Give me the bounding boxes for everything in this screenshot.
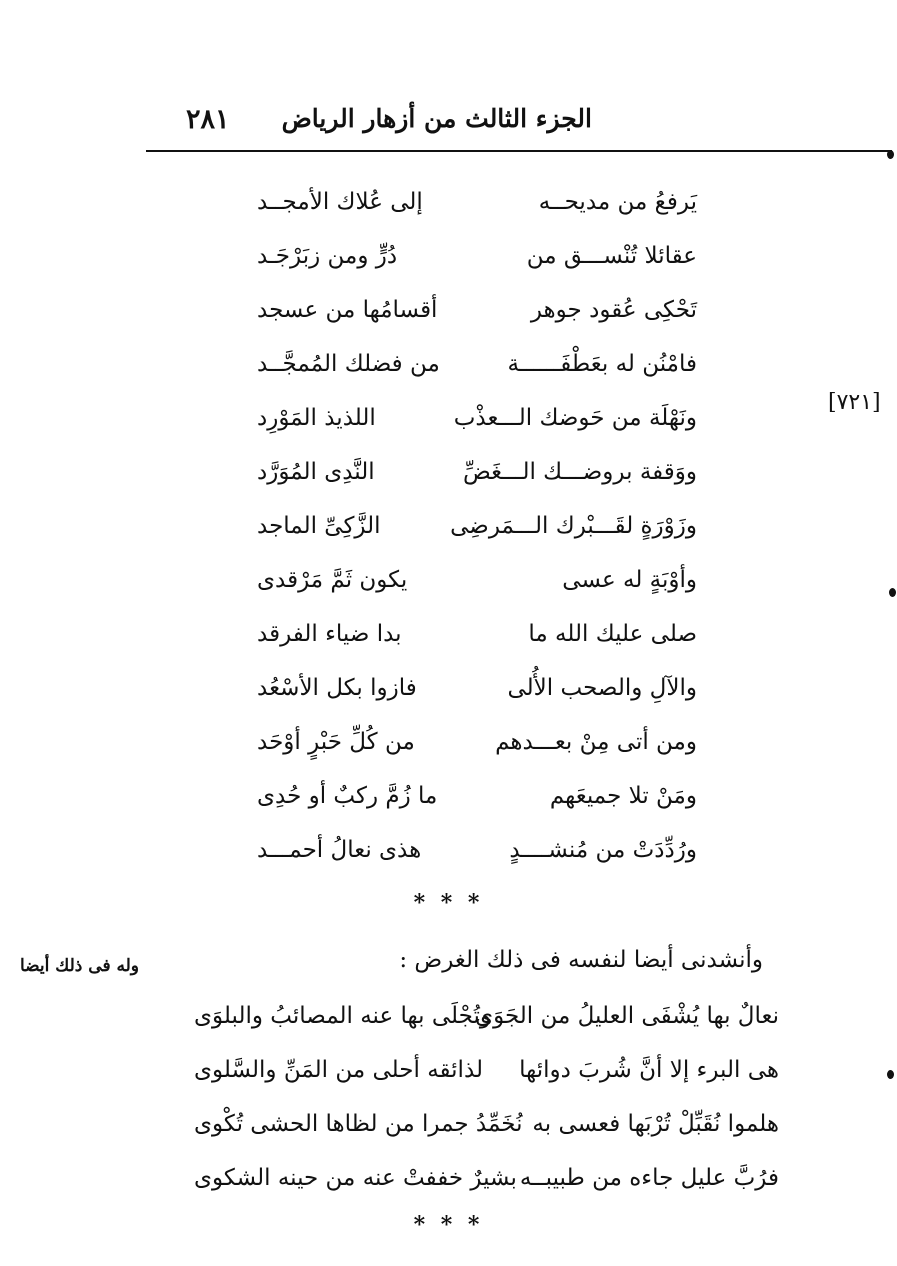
- hemistich-second: بشيرٌ خففتْ عنه من حينه الشكوى: [194, 1165, 517, 1191]
- hemistich-second: لذائقه أحلى من المَنِّ والسَّلوى: [194, 1057, 484, 1083]
- margin-dot: [887, 150, 894, 159]
- header-rule: [146, 150, 892, 152]
- verse-line: [257, 830, 697, 870]
- verse-line: [257, 452, 697, 492]
- verse-line: [257, 722, 697, 762]
- hemistich-first: صلى عليك الله ما: [528, 621, 697, 647]
- page-number: ٢٨١: [186, 104, 230, 135]
- hemistich-first: عقائلا تُنْســـق من: [526, 243, 697, 269]
- hemistich-first: وأوْبَةٍ له عسى: [562, 567, 697, 593]
- hemistich-second: هذى نعالُ أحمـــد: [257, 837, 422, 863]
- hemistich-second: ما زُمَّ ركبٌ أو حُدِى: [257, 783, 438, 809]
- hemistich-first: ومن أتى مِنْ بعـــدهم: [495, 729, 697, 755]
- verse-line: [257, 560, 697, 600]
- section-separator: * * *: [413, 1212, 484, 1238]
- running-title: الجزء الثالث من أزهار الرياض: [281, 104, 592, 133]
- hemistich-first: والآلِ والصحب الأُلى: [507, 675, 697, 701]
- intro-line: وأنشدنى أيضا لنفسه فى ذلك الغرض :: [399, 947, 763, 973]
- verse-line: [257, 614, 697, 654]
- hemistich-first: ومَنْ تلا جميعَهم: [549, 783, 697, 809]
- hemistich-first: هلموا نُقَبِّلْ تُرْبَها فعسى به: [532, 1111, 779, 1137]
- hemistich-first: فامْنُن له بعَطْفَــــــة: [507, 351, 697, 377]
- hemistich-first: ووَقفة بروضـــك الـــغَضِّ: [462, 459, 697, 485]
- verse-line: [257, 344, 697, 384]
- hemistich-second: إلى عُلاك الأمجــد: [257, 189, 423, 215]
- hemistich-second: من كُلِّ حَبْرٍ أوْحَد: [257, 729, 415, 755]
- verse-line: [257, 236, 697, 276]
- margin-reference: [٧٢١]: [828, 390, 881, 415]
- margin-note: وله فى ذلك أيضا: [20, 956, 140, 976]
- margin-dot: [887, 1070, 894, 1079]
- hemistich-first: تَحْكِى عُقود جوهر: [530, 297, 697, 323]
- hemistich-first: ورُدِّدَتْ من مُنشــــدٍ: [509, 837, 697, 863]
- hemistich-first: وزَوْرَةٍ لقَـــبْرك الـــمَرضِى: [450, 513, 697, 539]
- verse-line: [194, 1104, 779, 1144]
- verse-line: [257, 776, 697, 816]
- hemistich-second: بدا ضياء الفرقد: [257, 621, 402, 647]
- hemistich-second: فازوا بكل الأسْعُد: [257, 675, 417, 701]
- verse-line: [257, 398, 697, 438]
- section-separator: * * *: [413, 890, 484, 916]
- hemistich-first: ونَهْلَة من حَوضك الـــعذْب: [453, 405, 697, 431]
- hemistich-second: وتُجْلَى بها عنه المصائبُ والبلوَى: [194, 1003, 491, 1029]
- hemistich-second: النَّدِى المُوَرَّد: [257, 459, 375, 485]
- margin-dot: [889, 588, 896, 597]
- hemistich-first: فرُبَّ عليل جاءه من طبيبــه: [519, 1165, 779, 1191]
- verse-line: [194, 996, 779, 1036]
- verse-line: [257, 668, 697, 708]
- hemistich-second: الزَّكِىِّ الماجد: [257, 513, 381, 539]
- verse-line: [257, 290, 697, 330]
- hemistich-first: يَرفعُ من مديحــه: [538, 189, 697, 215]
- hemistich-second: يكون ثَمَّ مَرْقدى: [257, 567, 408, 593]
- hemistich-second: اللذيذ المَوْرِد: [257, 405, 376, 431]
- page-header: [146, 98, 892, 146]
- hemistich-second: أقسامُها من عسجد: [257, 297, 438, 323]
- hemistich-second: دُرٍّ ومن زبَرْجَـد: [257, 243, 398, 269]
- hemistich-second: نُخَمِّدُ جمرا من لظاها الحشى تُكْوى: [194, 1111, 523, 1137]
- verse-line: [194, 1050, 779, 1090]
- verse-line: [257, 506, 697, 546]
- hemistich-first: نعالٌ بها يُشْفَى العليلُ من الجَوَى: [475, 1003, 779, 1029]
- verse-line: [194, 1158, 779, 1198]
- verse-line: [257, 182, 697, 222]
- hemistich-second: من فضلك المُمجَّــد: [257, 351, 440, 377]
- hemistich-first: هى البرء إلا أنَّ شُربَ دوائها: [519, 1057, 779, 1083]
